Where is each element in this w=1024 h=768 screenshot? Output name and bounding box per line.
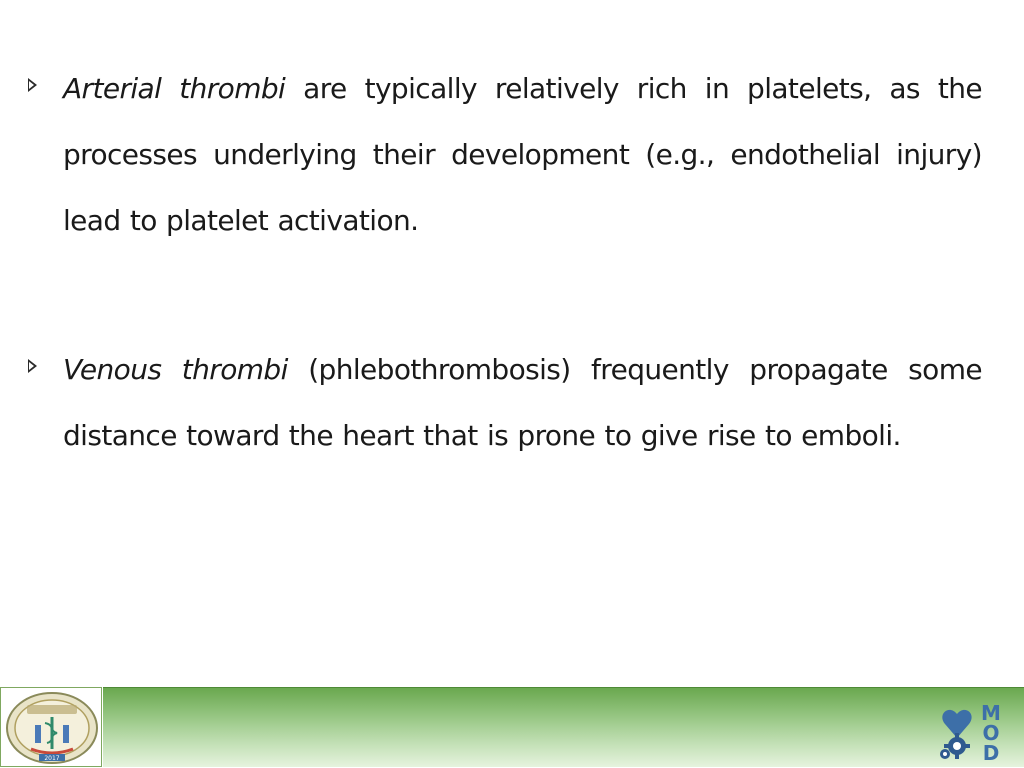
- small-gear-icon: [940, 749, 950, 759]
- bullet-item-venous: [28, 337, 982, 469]
- college-logo-box: [0, 687, 102, 767]
- bullet-item-arterial: [28, 56, 982, 254]
- logo-letter-o: O: [982, 721, 1000, 745]
- bullet-text: [63, 337, 982, 469]
- mod-logo: [935, 700, 1007, 764]
- college-logo-year: 2017: [44, 755, 60, 762]
- bullet-arrow-icon: [28, 359, 37, 373]
- logo-letter-d: D: [982, 741, 1000, 764]
- footer-green-bar: [103, 687, 1024, 767]
- logo-letter-m: M: [981, 701, 1001, 725]
- college-seal-logo: [5, 691, 99, 765]
- bullet-arrow-icon: [28, 78, 37, 92]
- bullet-body: are typically relatively rich in platelets, as the processes underlying their development (e.g., endothelial injury) lead to platelet activation.: [63, 72, 982, 237]
- bullet-text: [63, 56, 982, 254]
- bullet-lead-term: Arterial thrombi: [63, 72, 286, 105]
- slide-footer: [0, 686, 1024, 768]
- bullet-lead-term: Venous thrombi: [63, 353, 288, 386]
- bullet-body: (phlebothrombosis) frequently propagate some distance toward the heart that is prone to give rise to emboli.: [63, 353, 982, 452]
